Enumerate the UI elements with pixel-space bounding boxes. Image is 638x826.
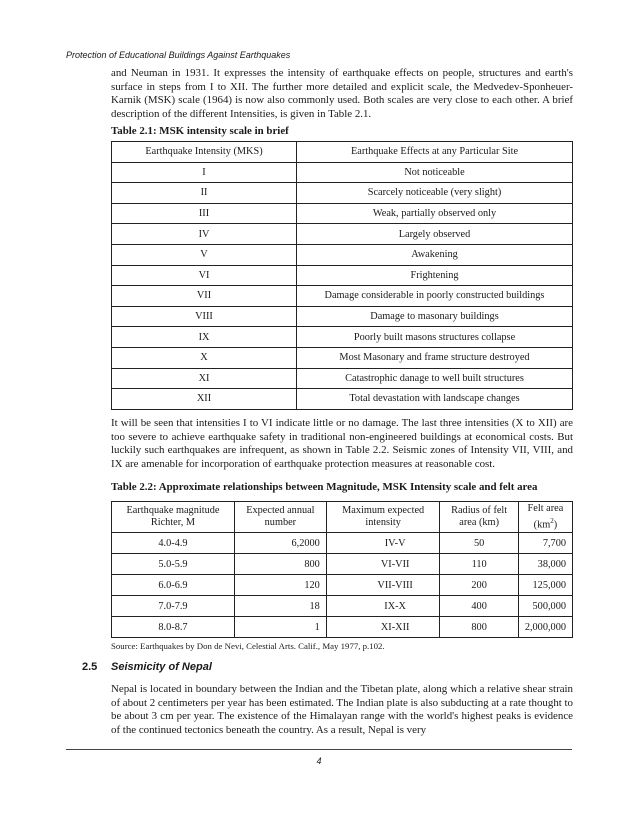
- column-header: Earthquake Effects at any Particular Site: [297, 142, 573, 163]
- section-number: 2.5: [82, 661, 98, 673]
- source-note: Source: Earthquakes by Don de Nevi, Celestial Arts. Calif., May 1977, p.102.: [111, 641, 385, 651]
- column-header: Maximum expected intensity: [326, 502, 440, 533]
- annual-number-cell: 6,2000: [234, 533, 326, 554]
- table-row: [112, 306, 573, 327]
- table-row: [112, 265, 573, 286]
- effect-cell: Scarcely noticeable (very slight): [297, 183, 573, 204]
- annual-number-cell: 1: [234, 617, 326, 638]
- table-header-row: [112, 502, 573, 533]
- effect-cell: Damage to masonary buildings: [297, 306, 573, 327]
- effect-cell: Not noticeable: [297, 162, 573, 183]
- table-row: [112, 617, 573, 638]
- magnitude-cell: 8.0-8.7: [112, 617, 235, 638]
- radius-cell: 800: [440, 617, 518, 638]
- intensity-cell: II: [112, 183, 297, 204]
- intensity-cell: I: [112, 162, 297, 183]
- intensity-cell: VIII: [112, 306, 297, 327]
- effect-cell: Frightening: [297, 265, 573, 286]
- column-header: Earthquake magnitude Richter, M: [112, 502, 235, 533]
- max-intensity-cell: IV-V: [326, 533, 440, 554]
- max-intensity-cell: VI-VII: [326, 554, 440, 575]
- table-row: [112, 244, 573, 265]
- seismicity-paragraph: Nepal is located in boundary between the Indian and the Tibetan plate, along which a relative shear strain of about 2 centimeters per year has been estimated. The Indian plate is also subducting at a rate thought to be about 3 cm per year. The existence of the Himalayan range with the world's highest peaks is evidence of the continued tectonics beneath the country. As a result, Nepal is very: [111, 683, 573, 737]
- table-row: [112, 596, 573, 617]
- table-row: [112, 368, 573, 389]
- max-intensity-cell: IX-X: [326, 596, 440, 617]
- magnitude-intensity-table: [111, 501, 573, 638]
- table-row: [112, 286, 573, 307]
- table-row: [112, 224, 573, 245]
- felt-area-cell: 2,000,000: [518, 617, 572, 638]
- footer-divider: [66, 749, 572, 750]
- running-header: Protection of Educational Buildings Against Earthquakes: [66, 50, 291, 60]
- page-number: 4: [316, 756, 322, 766]
- magnitude-cell: 5.0-5.9: [112, 554, 235, 575]
- column-header: Radius of felt area (km): [440, 502, 518, 533]
- intensity-cell: XI: [112, 368, 297, 389]
- effect-cell: Poorly built masons structures collapse: [297, 327, 573, 348]
- radius-cell: 110: [440, 554, 518, 575]
- annual-number-cell: 800: [234, 554, 326, 575]
- effect-cell: Largely observed: [297, 224, 573, 245]
- magnitude-cell: 4.0-4.9: [112, 533, 235, 554]
- table-row: [112, 162, 573, 183]
- intensity-cell: V: [112, 244, 297, 265]
- effect-cell: Awakening: [297, 244, 573, 265]
- intensity-cell: X: [112, 347, 297, 368]
- table-row: [112, 203, 573, 224]
- table-row: [112, 575, 573, 596]
- column-header: Earthquake Intensity (MKS): [112, 142, 297, 163]
- felt-area-cell: 7,700: [518, 533, 572, 554]
- table-2-2-caption: Table 2.2: Approximate relationships between Magnitude, MSK Intensity scale and felt area: [111, 481, 538, 493]
- effect-cell: Catastrophic danage to well built structures: [297, 368, 573, 389]
- effect-cell: Damage considerable in poorly constructed buildings: [297, 286, 573, 307]
- table-row: [112, 347, 573, 368]
- column-header: Expected annual number: [234, 502, 326, 533]
- annual-number-cell: 120: [234, 575, 326, 596]
- intensity-cell: XII: [112, 389, 297, 410]
- table-2-1-caption: Table 2.1: MSK intensity scale in brief: [111, 125, 289, 137]
- magnitude-cell: 6.0-6.9: [112, 575, 235, 596]
- radius-cell: 50: [440, 533, 518, 554]
- max-intensity-cell: XI-XII: [326, 617, 440, 638]
- effect-cell: Weak, partially observed only: [297, 203, 573, 224]
- table-row: [112, 183, 573, 204]
- intensity-discussion-paragraph: It will be seen that intensities I to VI indicate little or no damage. The last three intensities (X to XII) are too severe to achieve earthquake safety in traditional non-engineered buildings at economical costs. But luckily such earthquakes are infrequent, as shown in Table 2.2. Seismic zones of Intensity VII, VIII, and IX are amenable for incorporation of earthquake protection measures at reasonable cost.: [111, 417, 573, 471]
- intensity-cell: III: [112, 203, 297, 224]
- column-header: Felt area $(km^2)$: [518, 502, 572, 533]
- table-row: [112, 327, 573, 348]
- felt-area-cell: 125,000: [518, 575, 572, 596]
- effect-cell: Most Masonary and frame structure destroyed: [297, 347, 573, 368]
- intensity-cell: IX: [112, 327, 297, 348]
- annual-number-cell: 18: [234, 596, 326, 617]
- radius-cell: 200: [440, 575, 518, 596]
- table-header-row: [112, 142, 573, 163]
- max-intensity-cell: VII-VIII: [326, 575, 440, 596]
- intro-paragraph: and Neuman in 1931. It expresses the intensity of earthquake effects on people, structures and earth's surface in steps from I to XII. The further more detailed and explicit scale, the Medvedev-Sponheuer-Karnik (MSK) scale (1964) is now also commonly used. Both scales are very close to each other. A brief description of the different Intensities, is given in Table 2.1.: [111, 67, 573, 121]
- section-title: Seismicity of Nepal: [111, 661, 212, 673]
- intensity-cell: VI: [112, 265, 297, 286]
- table-row: [112, 533, 573, 554]
- intensity-cell: IV: [112, 224, 297, 245]
- table-row: [112, 554, 573, 575]
- felt-area-cell: 38,000: [518, 554, 572, 575]
- magnitude-cell: 7.0-7.9: [112, 596, 235, 617]
- msk-intensity-table: [111, 141, 573, 410]
- felt-area-cell: 500,000: [518, 596, 572, 617]
- radius-cell: 400: [440, 596, 518, 617]
- intensity-cell: VII: [112, 286, 297, 307]
- effect-cell: Total devastation with landscape changes: [297, 389, 573, 410]
- table-row: [112, 389, 573, 410]
